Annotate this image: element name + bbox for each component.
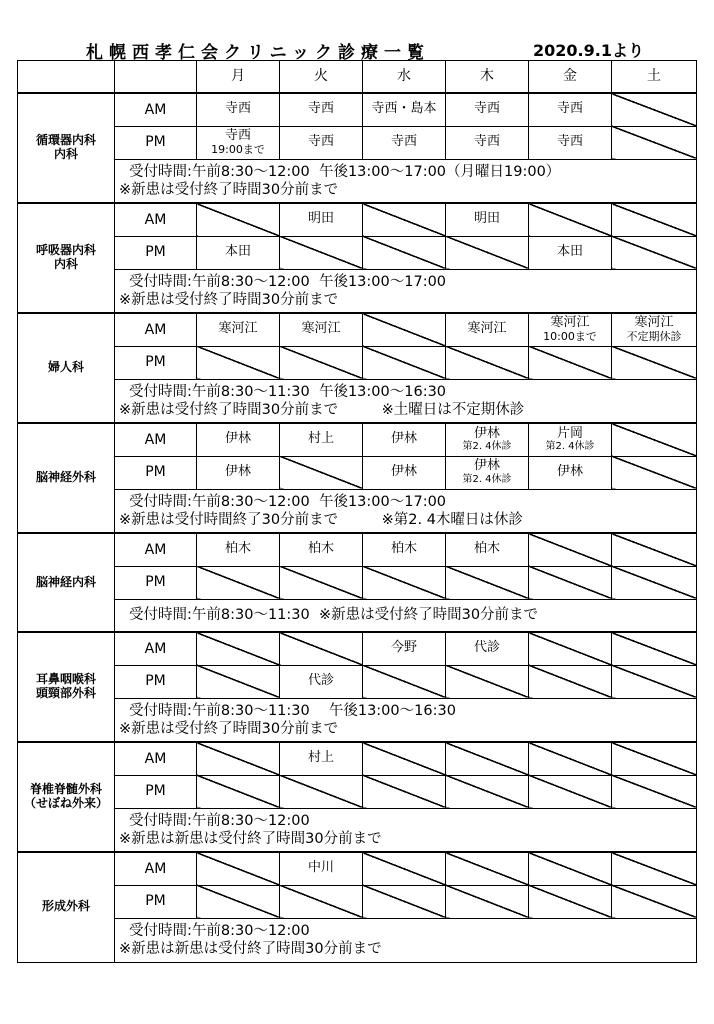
closed-slot-cell [612, 566, 697, 599]
doctor-slot-cell [197, 93, 280, 126]
closed-slot-cell [197, 885, 280, 918]
reception-note: ※新患は新患は受付終了時間30分前まで [119, 941, 382, 957]
doctor-name: 寺西 [473, 101, 500, 117]
slot-note: 不定期休診 [626, 329, 682, 343]
doctor-name: 寺西 [224, 101, 251, 117]
doctor-name: 柏木 [390, 541, 417, 557]
reception-hours: 受付時間:午前8:30～12:00 [129, 922, 310, 939]
department-name-line: 頭頸部外科 [35, 686, 96, 700]
doctor-slot-cell [280, 313, 363, 346]
reception-hours: 受付時間:午前8:30～11:30 午後13:00～16:30 [129, 383, 447, 400]
department-cell [18, 632, 115, 742]
doctor-slot-cell [446, 313, 529, 346]
doctor-name: 伊林 [473, 425, 500, 441]
closed-slot-cell [363, 665, 446, 698]
doctor-name: 今野 [390, 640, 417, 656]
period-cell: AM [115, 533, 197, 566]
period-cell: PM [115, 665, 197, 698]
closed-slot-cell [612, 456, 697, 489]
doctor-slot-cell [197, 313, 280, 346]
doctor-name: 寒河江 [467, 321, 507, 337]
slot-note: 10:00まで [543, 329, 597, 343]
reception-note: ※新患は受付時間終了30分前まで ※第2. 4木曜日は休診 [119, 511, 523, 528]
doctor-slot-cell [280, 852, 363, 885]
doctor-slot-cell [529, 126, 612, 159]
schedule-table [17, 60, 697, 963]
closed-slot-cell [363, 566, 446, 599]
closed-slot-cell [197, 632, 280, 665]
closed-slot-cell [529, 742, 612, 775]
closed-slot-cell [280, 775, 363, 808]
doctor-name: 寺西 [473, 134, 500, 150]
header-day-wed: 水 [363, 61, 446, 94]
reception-note: ※新患は受付終了時間30分前まで [119, 181, 339, 198]
closed-slot-cell [612, 126, 697, 159]
slot-note: 第2. 4休診 [545, 441, 595, 453]
closed-slot-cell [197, 665, 280, 698]
doctor-slot-cell [280, 93, 363, 126]
closed-slot-cell [197, 852, 280, 885]
doctor-name: 寺西 [556, 101, 583, 117]
schedule-row [18, 126, 697, 159]
schedule-row [18, 456, 697, 489]
schedule-row [18, 775, 697, 808]
reception-hours: 受付時間:午前8:30～11:30 午後13:00～16:30 [129, 702, 456, 719]
doctor-slot-cell [363, 93, 446, 126]
header-corner [18, 61, 115, 94]
period-cell: PM [115, 126, 197, 159]
closed-slot-cell [446, 236, 529, 269]
closed-slot-cell [612, 742, 697, 775]
schedule-row [18, 632, 697, 665]
closed-slot-cell [446, 885, 529, 918]
header-day-sat: 土 [612, 61, 697, 94]
closed-slot-cell [363, 203, 446, 236]
doctor-slot-cell [446, 632, 529, 665]
reception-info-row [18, 808, 697, 852]
doctor-name: 寒河江 [634, 314, 674, 330]
closed-slot-cell [612, 346, 697, 379]
closed-slot-cell [612, 533, 697, 566]
doctor-slot-cell [529, 313, 612, 346]
closed-slot-cell [529, 533, 612, 566]
reception-note: ※新患は受付終了時間30分前まで ※土曜日は不定期休診 [119, 401, 525, 418]
slot-note: 第2. 4休診 [462, 441, 512, 453]
period-cell: PM [115, 456, 197, 489]
doctor-slot-cell [280, 126, 363, 159]
reception-info-row [18, 489, 697, 533]
doctor-slot-cell [446, 533, 529, 566]
closed-slot-cell [280, 885, 363, 918]
department-name-line: 脳神経外科 [35, 470, 96, 485]
doctor-name: 寒河江 [550, 314, 590, 330]
doctor-slot-cell [280, 423, 363, 456]
department-name-line: 脳神経内科 [35, 574, 96, 589]
period-cell: PM [115, 566, 197, 599]
doctor-name: 寺西・島本 [371, 101, 437, 117]
doctor-slot-cell [529, 456, 612, 489]
doctor-slot-cell [197, 423, 280, 456]
header-day-fri: 金 [529, 61, 612, 94]
header-day-thu: 木 [446, 61, 529, 94]
reception-note: ※新患は受付終了時間30分前まで [119, 720, 339, 737]
reception-info-row [18, 599, 697, 632]
closed-slot-cell [197, 346, 280, 379]
closed-slot-cell [363, 313, 446, 346]
schedule-row [18, 236, 697, 269]
doctor-name: 伊林 [473, 458, 500, 474]
doctor-name: 代診 [307, 673, 334, 689]
closed-slot-cell [280, 632, 363, 665]
department-name-line: 呼吸器内科 [35, 243, 96, 258]
doctor-slot-cell [280, 203, 363, 236]
closed-slot-cell [280, 566, 363, 599]
reception-hours: 受付時間:午前8:30～12:00 午後13:00～17:00（月曜日19:00） [129, 163, 561, 180]
doctor-name: 寺西 [224, 127, 251, 143]
doctor-name: 寺西 [307, 134, 334, 150]
period-cell: PM [115, 775, 197, 808]
doctor-name: 寺西 [390, 134, 417, 150]
closed-slot-cell [529, 632, 612, 665]
department-cell [18, 533, 115, 632]
doctor-slot-cell [280, 742, 363, 775]
schedule-row [18, 852, 697, 885]
reception-info-cell [115, 489, 697, 533]
closed-slot-cell [529, 346, 612, 379]
closed-slot-cell [197, 203, 280, 236]
period-cell: AM [115, 742, 197, 775]
department-name-line: 耳鼻咽喉科 [35, 672, 96, 687]
period-cell: AM [115, 313, 197, 346]
doctor-slot-cell [363, 632, 446, 665]
header-day-mon: 月 [197, 61, 280, 94]
reception-hours: 受付時間:午前8:30～12:00 午後13:00～17:00 [129, 273, 447, 290]
doctor-name: 伊林 [224, 464, 251, 480]
doctor-name: 柏木 [224, 541, 251, 557]
slot-note: 19:00まで [211, 142, 265, 156]
reception-info-cell [115, 269, 697, 313]
reception-note: ※新患は新患は受付終了時間30分前まで [119, 830, 382, 847]
doctor-name: 中川 [307, 860, 334, 876]
doctor-name: 片岡 [556, 425, 583, 441]
doctor-name: 寒河江 [301, 321, 341, 337]
closed-slot-cell [363, 742, 446, 775]
closed-slot-cell [280, 236, 363, 269]
department-name-line: 脊椎脊髄外科 [29, 782, 102, 797]
closed-slot-cell [280, 456, 363, 489]
reception-info-row [18, 269, 697, 313]
doctor-slot-cell [197, 126, 280, 159]
period-cell: PM [115, 236, 197, 269]
department-cell [18, 742, 115, 852]
doctor-name: 明田 [307, 211, 334, 227]
department-name-line: （せぼね外来） [23, 796, 108, 810]
closed-slot-cell [197, 566, 280, 599]
closed-slot-cell [280, 346, 363, 379]
reception-info-row [18, 698, 697, 742]
doctor-name: 村上 [307, 750, 334, 766]
closed-slot-cell [612, 852, 697, 885]
closed-slot-cell [612, 775, 697, 808]
doctor-slot-cell [197, 533, 280, 566]
department-cell [18, 423, 115, 533]
schedule-row [18, 665, 697, 698]
doctor-slot-cell [280, 533, 363, 566]
reception-info-cell [115, 918, 697, 962]
doctor-name: 伊林 [390, 464, 417, 480]
schedule-row [18, 93, 697, 126]
closed-slot-cell [612, 423, 697, 456]
doctor-name: 柏木 [473, 541, 500, 557]
doctor-name: 寺西 [556, 134, 583, 150]
closed-slot-cell [446, 346, 529, 379]
schedule-row [18, 742, 697, 775]
doctor-name: 伊林 [390, 431, 417, 447]
reception-info-cell [115, 379, 697, 423]
doctor-slot-cell [446, 456, 529, 489]
department-name-line: 内科 [53, 147, 78, 161]
closed-slot-cell [363, 346, 446, 379]
closed-slot-cell [612, 885, 697, 918]
reception-info-cell [115, 599, 697, 632]
period-cell: PM [115, 885, 197, 918]
closed-slot-cell [446, 775, 529, 808]
department-name-line: 内科 [53, 257, 78, 271]
closed-slot-cell [529, 885, 612, 918]
schedule-row [18, 885, 697, 918]
doctor-name: 柏木 [307, 541, 334, 557]
doctor-slot-cell [529, 93, 612, 126]
closed-slot-cell [363, 775, 446, 808]
closed-slot-cell [529, 852, 612, 885]
department-name-line: 婦人科 [47, 360, 84, 375]
period-cell: AM [115, 423, 197, 456]
closed-slot-cell [446, 852, 529, 885]
doctor-slot-cell [446, 203, 529, 236]
schedule-row [18, 203, 697, 236]
effective-date: 2020.9.1より [533, 41, 644, 60]
closed-slot-cell [612, 93, 697, 126]
closed-slot-cell [363, 236, 446, 269]
doctor-slot-cell [197, 236, 280, 269]
reception-hours: 受付時間:午前8:30～12:00 [129, 812, 310, 829]
doctor-slot-cell [529, 236, 612, 269]
department-cell [18, 313, 115, 423]
doctor-name: 代診 [473, 640, 500, 656]
closed-slot-cell [612, 236, 697, 269]
period-cell: AM [115, 93, 197, 126]
department-name-line: 形成外科 [41, 899, 90, 914]
doctor-slot-cell [612, 313, 697, 346]
closed-slot-cell [446, 665, 529, 698]
doctor-slot-cell [197, 456, 280, 489]
period-cell: AM [115, 852, 197, 885]
closed-slot-cell [197, 742, 280, 775]
period-cell: AM [115, 203, 197, 236]
doctor-name: 伊林 [224, 431, 251, 447]
schedule-row [18, 533, 697, 566]
doctor-name: 寺西 [307, 101, 334, 117]
header-day-tue: 火 [280, 61, 363, 94]
reception-info-row [18, 159, 697, 203]
doctor-name: 本田 [556, 244, 583, 260]
closed-slot-cell [529, 665, 612, 698]
schedule-row [18, 423, 697, 456]
doctor-slot-cell [446, 126, 529, 159]
doctor-slot-cell [363, 456, 446, 489]
department-name-line: 循環器内科 [35, 133, 96, 148]
reception-info-row [18, 918, 697, 962]
period-cell: PM [115, 346, 197, 379]
reception-hours: 受付時間:午前8:30～12:00 午後13:00～17:00 [129, 493, 447, 510]
doctor-name: 寒河江 [218, 321, 258, 337]
reception-info-cell [115, 808, 697, 852]
doctor-name: 明田 [473, 211, 500, 227]
department-cell [18, 852, 115, 962]
header-row [18, 61, 697, 94]
doctor-slot-cell [529, 423, 612, 456]
slot-note: 第2. 4休診 [462, 474, 512, 486]
reception-info-cell [115, 159, 697, 203]
doctor-slot-cell [363, 126, 446, 159]
closed-slot-cell [363, 885, 446, 918]
doctor-slot-cell [446, 93, 529, 126]
doctor-slot-cell [363, 533, 446, 566]
closed-slot-cell [197, 775, 280, 808]
reception-note: ※新患は受付終了時間30分前まで [119, 291, 339, 308]
closed-slot-cell [612, 665, 697, 698]
header-period [115, 61, 197, 94]
reception-hours: 受付時間:午前8:30～11:30 ※新患は受付終了時間30分前まで [129, 607, 539, 624]
closed-slot-cell [446, 566, 529, 599]
reception-info-row [18, 379, 697, 423]
doctor-slot-cell [446, 423, 529, 456]
closed-slot-cell [529, 203, 612, 236]
closed-slot-cell [612, 203, 697, 236]
schedule-row [18, 346, 697, 379]
reception-info-cell [115, 698, 697, 742]
department-cell [18, 93, 115, 203]
schedule-row [18, 313, 697, 346]
closed-slot-cell [363, 852, 446, 885]
period-cell: AM [115, 632, 197, 665]
department-cell [18, 203, 115, 313]
schedule-row [18, 566, 697, 599]
doctor-name: 伊林 [556, 464, 583, 480]
closed-slot-cell [612, 632, 697, 665]
doctor-slot-cell [280, 665, 363, 698]
closed-slot-cell [446, 742, 529, 775]
closed-slot-cell [529, 775, 612, 808]
document-title: 札幌西孝仁会クリニック診療一覧 [86, 43, 430, 63]
doctor-slot-cell [363, 423, 446, 456]
doctor-name: 本田 [224, 244, 251, 260]
doctor-name: 村上 [307, 431, 334, 447]
closed-slot-cell [529, 566, 612, 599]
